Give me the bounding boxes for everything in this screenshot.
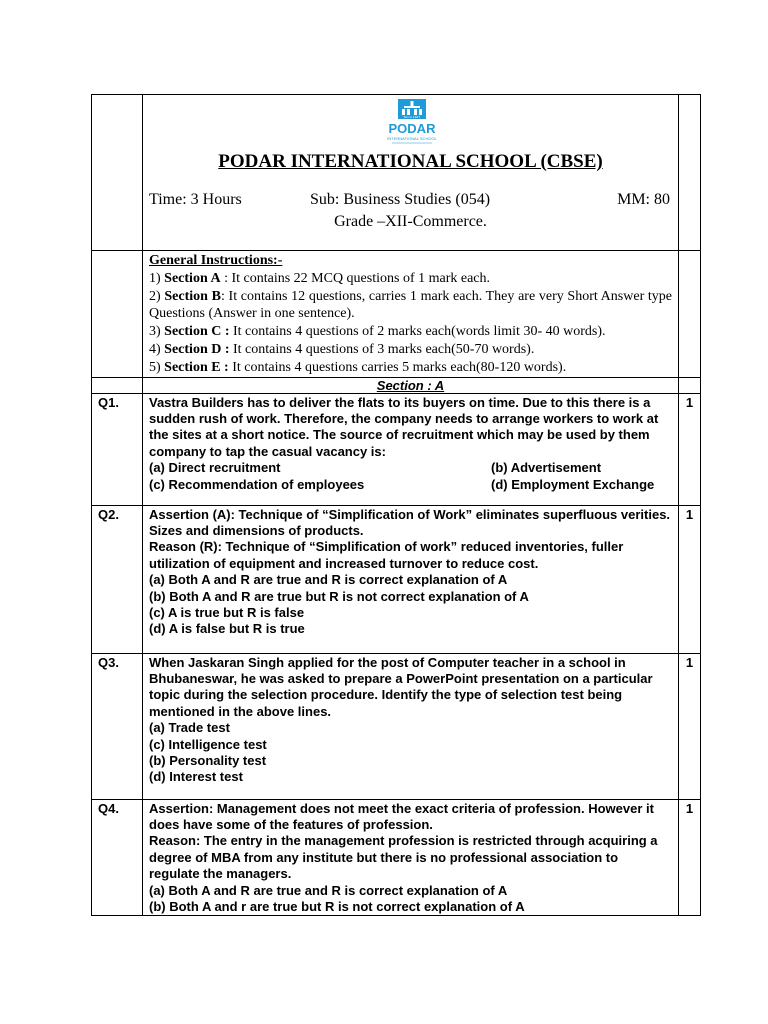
question-number: Q3. [92, 653, 143, 799]
exam-time: Time: 3 Hours [149, 191, 242, 208]
option: (b) Both A and R are true but R is not correct explanation of A [149, 588, 529, 604]
question-number: Q1. [92, 393, 143, 505]
question-row [92, 393, 701, 505]
instructions-heading: General Instructions:- [149, 253, 283, 268]
question-text: Assertion: Management does not meet the exact criteria of profession. However it does have some of the features of profession. Reason: The entry in the management profession is restricted through acquiring a degree of MBA from any institute but there is no professional association to regulate the managers. (a) Both A and R are true and R is correct explanation of A (b) Both A and r are true but R is not correct explanation of A [143, 799, 679, 916]
general-instructions [143, 251, 679, 378]
svg-text:Since 1927: Since 1927 [403, 115, 421, 119]
school-logo-icon [372, 97, 452, 151]
question-row [92, 799, 701, 916]
question-marks: 1 [679, 799, 701, 916]
header-left-cell [92, 95, 143, 251]
header-cell [143, 95, 679, 251]
question-row [92, 505, 701, 653]
option: (b) Both A and r are true but R is not correct explanation of A [149, 899, 525, 915]
exam-subject: Sub: Business Studies (054) [310, 191, 491, 208]
option-pair: (c) Recommendation of employees (d) Employment Exchange [149, 476, 655, 492]
max-marks: MM: 80 [617, 191, 670, 208]
section-title: Section : A [143, 377, 679, 393]
section-row [92, 377, 701, 393]
header-right-cell [679, 95, 701, 251]
instruction-item: 1) Section A : It contains 22 MCQ questions of 1 mark each. [149, 270, 491, 286]
option: (c) Intelligence test [149, 736, 267, 752]
instruction-item: 5) Section E : It contains 4 questions carries 5 marks each(80-120 words). [149, 359, 567, 375]
question-text: When Jaskaran Singh applied for the post of Computer teacher in a school in Bhubaneswar, he was asked to prepare a PowerPoint presentation on a particular topic during the selection procedure. Identify the type of selection test being mentioned in the above lines. (a) Trade test (c) Intelligence test (b) Personality test (d) Interest test [143, 653, 679, 799]
option: (a) Both A and R are true and R is correct explanation of A [149, 882, 508, 898]
paper-table [91, 94, 701, 916]
option: (d) A is false but R is true [149, 621, 305, 637]
question-text: Vastra Builders has to deliver the flats to its buyers on time. Due to this there is a sudden rush of work. Therefore, the company needs to arrange workers to work at the sites at a short notice. The source of recruitment which may be used by them company to tap the casual vacancy is: (a) Direct recruitment (b) Advertisement (c) Recommendation of employees (d) Employment Exchange [143, 393, 679, 505]
instruction-item: 3) Section C : It contains 4 questions of 2 marks each(words limit 30- 40 words). [149, 324, 606, 340]
question-marks: 1 [679, 505, 701, 653]
question-number: Q4. [92, 799, 143, 916]
school-name: PODAR INTERNATIONAL SCHOOL (CBSE) [218, 151, 603, 172]
option: (a) Both A and R are true and R is correct explanation of A [149, 572, 508, 588]
instruction-item: 4) Section D : It contains 4 questions of 3 marks each(50-70 words). [149, 341, 535, 357]
instruction-item: 2) Section B: It contains 12 questions, carries 1 mark each. They are very Short Answer type Questions (Answer in one sentence). [149, 288, 673, 322]
question-paper [91, 94, 700, 916]
question-marks: 1 [679, 653, 701, 799]
option: (a) Trade test [149, 720, 230, 736]
question-marks: 1 [679, 393, 701, 505]
school-logo [371, 95, 453, 151]
question-number: Q2. [92, 505, 143, 653]
question-row [92, 653, 701, 799]
svg-text:PODAR: PODAR [388, 121, 436, 136]
option: (d) Interest test [149, 769, 243, 785]
option: (b) Personality test [149, 753, 267, 769]
option-pair: (a) Direct recruitment (b) Advertisement [149, 460, 602, 476]
option: (c) A is true but R is false [149, 605, 305, 621]
header-row [92, 95, 701, 251]
instructions-row [92, 251, 701, 378]
grade: Grade –XII-Commerce. [334, 213, 487, 230]
svg-text:INTERNATIONAL SCHOOL: INTERNATIONAL SCHOOL [387, 136, 437, 141]
question-text: Assertion (A): Technique of “Simplification of Work” eliminates superfluous verities. Sizes and dimensions of products. Reason (R): Technique of “Simplification of work” reduced inventories, fuller utilization of equipment and increased turnover to reduce cost. (a) Both A and R are true and R is correct explanation of A (b) Both A and R are true but R is not correct explanation of A (c) A is true but R is false (d) A is false but R is true [143, 505, 679, 653]
